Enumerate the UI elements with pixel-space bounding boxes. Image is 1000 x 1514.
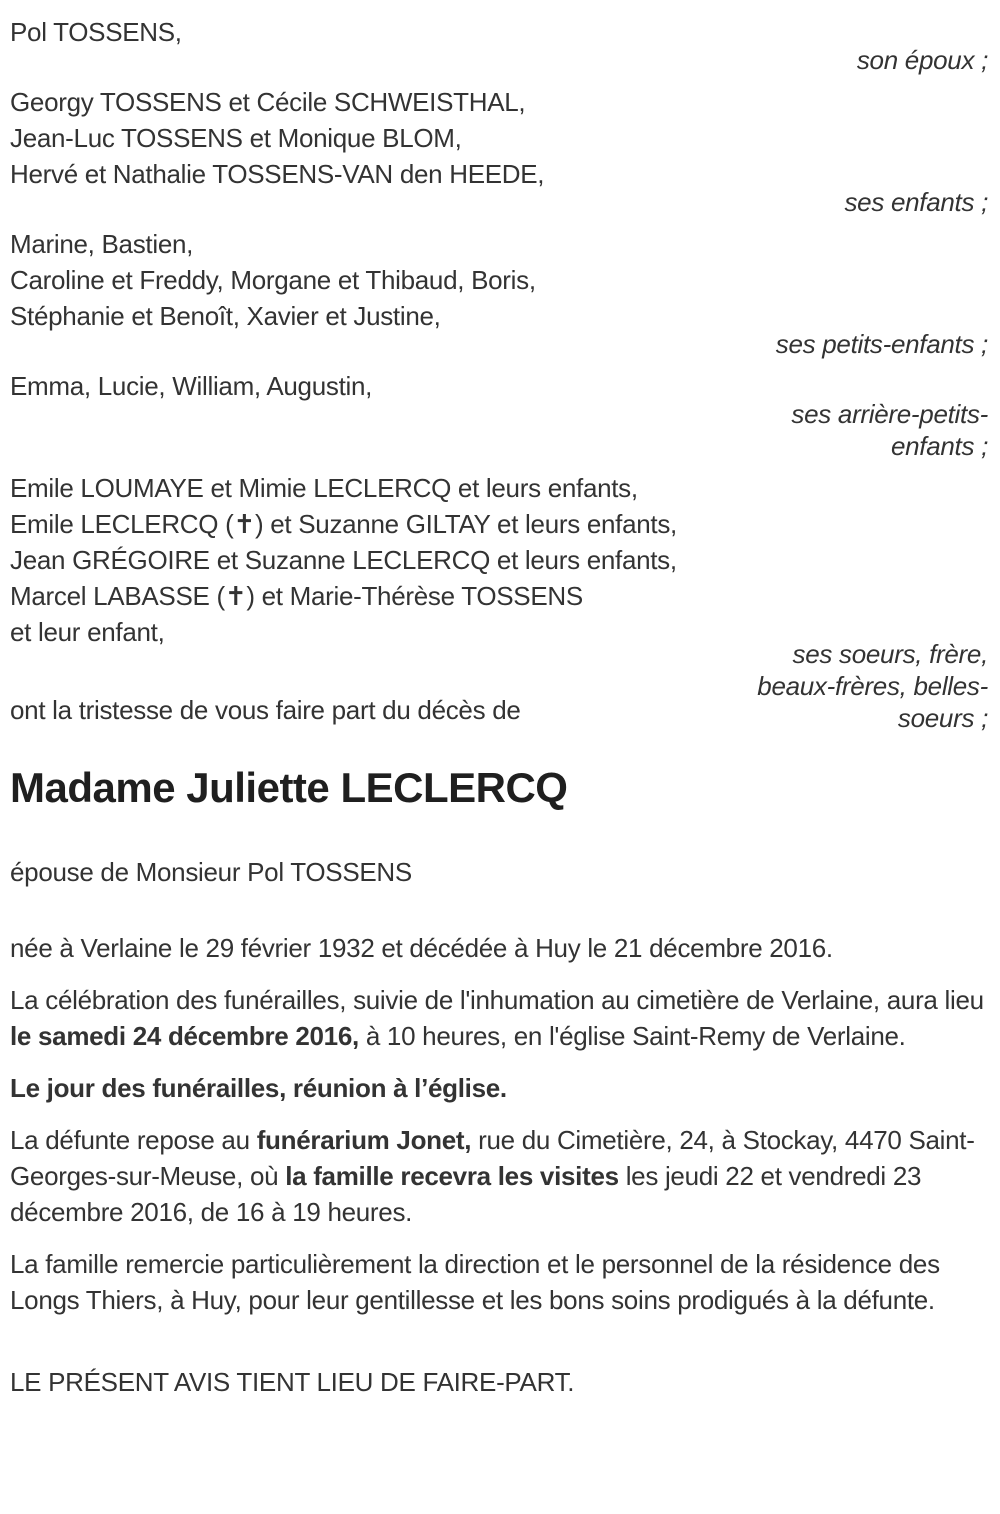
family-member-line: Emile LECLERCQ (✝) et Suzanne GILTAY et leurs enfants, [10,509,677,539]
repose-text-1: La défunte repose au [10,1125,257,1155]
family-member-line: Emma, Lucie, William, Augustin, [10,371,373,401]
relation-label-great-grandchildren: ses arrière-petits-enfants ; [791,399,988,461]
family-member-line: Caroline et Freddy, Morgane et Thibaud, Boris, [10,265,536,295]
family-member-line: Stéphanie et Benoît, Xavier et Justine, [10,301,441,331]
family-section [10,14,988,742]
family-group-siblings [10,470,988,742]
family-member-line: Marine, Bastien, [10,229,194,259]
repose-text-3: les jeudi 22 et vendredi 23 décembre 2016, de 16 à 19 heures. [10,1161,922,1227]
meeting-line: Le jour des funérailles, réunion à l’église. [10,1073,507,1103]
funeral-text-2: à 10 heures, en l'église Saint-Remy de Verlaine. [358,1021,906,1051]
funeral-text-1: La célébration des funérailles, suivie de l'inhumation au cimetière de Verlaine, aura lieu [10,985,984,1015]
visits-bold: la famille recevra les visites [285,1161,619,1191]
relation-label-grandchildren: ses petits-enfants ; [775,329,988,359]
family-member-line: Pol TOSSENS, [10,17,182,47]
funeral-date-bold: le samedi 24 décembre 2016, [10,1021,359,1051]
relation-label-children: ses enfants ; [844,187,988,217]
relation-label-siblings: ses soeurs, frère, beaux-frères, belles-soeurs ; [757,639,988,733]
funerarium-bold: funérarium Jonet, [256,1125,472,1155]
family-member-line: Georgy TOSSENS et Cécile SCHWEISTHAL, [10,87,526,117]
announcement-line: ont la tristesse de vous faire part du décès de [10,695,521,725]
family-member-line: Marcel LABASSE (✝) et Marie-Thérèse TOSSENS [10,581,583,611]
family-member-line: Jean-Luc TOSSENS et Monique BLOM, [10,123,462,153]
announcement-row [10,639,988,742]
thanks-paragraph: La famille remercie particulièrement la direction et le personnel de la résidence des Longs Thiers, à Huy, pour leur gentillesse et les bons soins prodigués à la défunte. [10,1249,940,1315]
family-group-husband [10,14,988,76]
repose-text-2: rue du Cimetière, 24, à Stockay, 4470 Saint-Georges-sur-Meuse, où [10,1125,975,1191]
family-member-line: Jean GRÉGOIRE et Suzanne LECLERCQ et leurs enfants, [10,545,677,575]
spouse-line: épouse de Monsieur Pol TOSSENS [10,857,412,887]
repose-paragraph [10,1122,988,1230]
birth-death-line: née à Verlaine le 29 février 1932 et décédée à Huy le 21 décembre 2016. [10,933,833,963]
family-group-grandchildren [10,226,988,360]
legal-notice-line: LE PRÉSENT AVIS TIENT LIEU DE FAIRE-PART. [10,1367,575,1397]
funeral-paragraph [10,982,988,1054]
family-member-line: Emile LOUMAYE et Mimie LECLERCQ et leurs enfants, [10,473,638,503]
family-group-great-grandchildren [10,368,988,462]
relation-label-husband: son époux ; [856,45,988,75]
deceased-name-title: Madame Juliette LECLERCQ [10,764,568,811]
family-group-children [10,84,988,218]
family-member-line: Hervé et Nathalie TOSSENS-VAN den HEEDE, [10,159,545,189]
family-member-line: et leur enfant, [10,617,165,647]
